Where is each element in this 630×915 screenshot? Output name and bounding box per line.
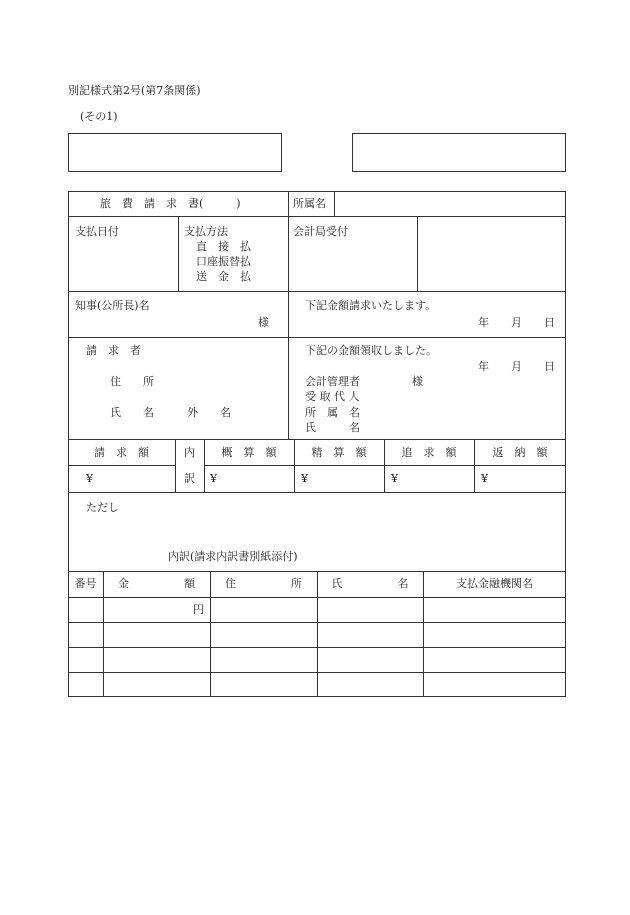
proviso-label: ただし xyxy=(86,501,119,514)
form-sub-number: (その1) xyxy=(80,110,118,123)
additional-amount-yen[interactable]: ¥ xyxy=(391,472,398,485)
refund-amount-header: 返 納 額 xyxy=(492,446,548,459)
request-statement: 下記金額請求いたします。 xyxy=(305,299,437,312)
accounting-manager-label: 会計管理者 xyxy=(305,375,360,388)
form-number: 別記様式第2号(第7条関係) xyxy=(68,84,201,97)
refund-amount-yen[interactable]: ¥ xyxy=(481,472,488,485)
col-name-header: 氏 名 xyxy=(331,577,409,590)
breakdown-header-1: 内 xyxy=(184,446,195,459)
col-amount-header: 金 額 xyxy=(118,577,195,590)
agent-affiliation-label: 所 属 名 xyxy=(305,406,360,419)
stamp-box-right xyxy=(352,133,566,172)
payment-date-label: 支払日付 xyxy=(75,225,119,238)
received-date: 年 月 日 xyxy=(478,360,555,373)
affiliation-field[interactable] xyxy=(336,193,564,214)
payment-method-direct[interactable]: 直 接 払 xyxy=(196,240,251,253)
breakdown-note: 内訳(請求内訳書別紙添付) xyxy=(168,550,298,563)
accounting-receipt-label: 会計局受付 xyxy=(293,225,348,238)
receiving-agent-label: 受 取 代 人 xyxy=(305,390,360,403)
received-statement: 下記の金額領収しました。 xyxy=(305,344,437,357)
col-address-header: 住 所 xyxy=(225,577,302,590)
col-bank-header: 支払金融機関名 xyxy=(456,577,533,590)
governor-label: 知事(公所長)名 xyxy=(75,299,150,312)
claim-amount-yen[interactable]: ¥ xyxy=(86,472,93,485)
table-row[interactable] xyxy=(69,623,103,647)
estimate-amount-header: 概 算 額 xyxy=(221,446,277,459)
payment-method-transfer[interactable]: 口座振替払 xyxy=(196,255,251,268)
claim-amount-header: 請 求 額 xyxy=(94,446,149,459)
affiliation-label: 所属名 xyxy=(293,197,326,210)
payment-method-remit[interactable]: 送 金 払 xyxy=(196,270,251,283)
request-date: 年 月 日 xyxy=(478,316,555,329)
name-label: 氏 名 外 名 xyxy=(110,406,231,419)
accounting-manager-sama: 様 xyxy=(412,375,423,388)
stamp-box-left xyxy=(68,133,282,172)
address-label: 住 所 xyxy=(110,375,154,388)
col-number-header: 番号 xyxy=(74,577,97,590)
settlement-amount-header: 精 算 額 xyxy=(311,446,367,459)
estimate-amount-yen[interactable]: ¥ xyxy=(210,472,217,485)
additional-amount-header: 追 求 額 xyxy=(401,446,457,459)
governor-sama: 様 xyxy=(258,316,269,329)
settlement-amount-yen[interactable]: ¥ xyxy=(301,472,308,485)
amount-unit-en: 円 xyxy=(193,603,204,616)
breakdown-header-2: 訳 xyxy=(184,472,195,485)
agent-name-label: 氏 名 xyxy=(305,421,360,434)
table-row[interactable] xyxy=(69,648,103,672)
doc-title: 旅 費 請 求 書( ) xyxy=(100,197,241,210)
payment-method-label: 支払方法 xyxy=(184,225,228,238)
table-row[interactable] xyxy=(69,598,103,622)
table-row[interactable] xyxy=(69,673,103,696)
claimant-label: 請 求 者 xyxy=(86,344,141,357)
